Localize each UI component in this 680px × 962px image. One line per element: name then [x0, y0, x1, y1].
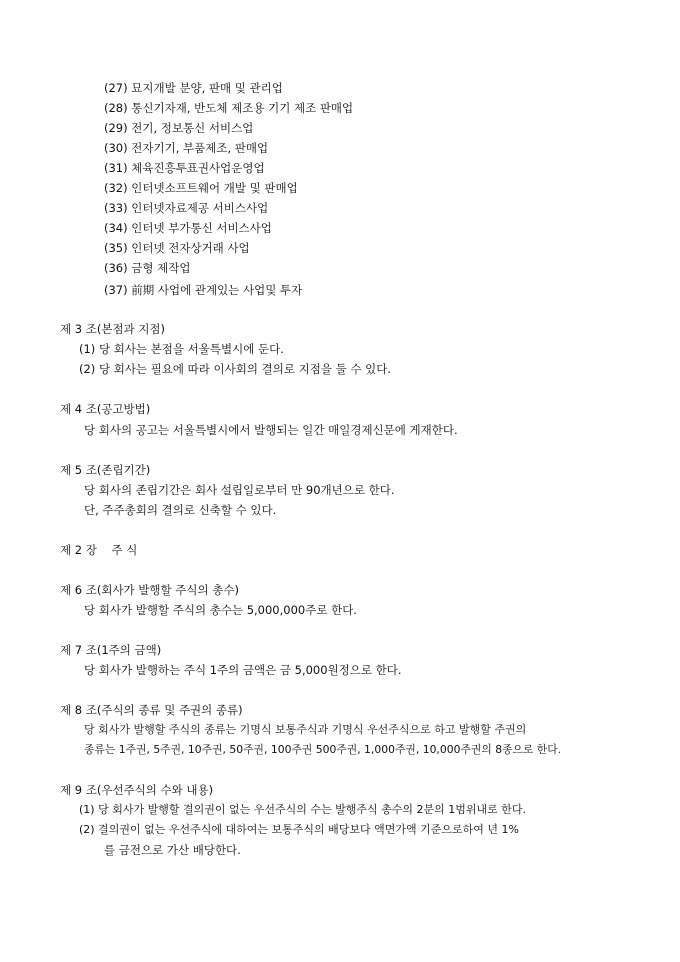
- article-9-title: 제 9 조(우선주식의 수와 내용): [60, 783, 214, 797]
- article-4-text: 당 회사의 공고는 서울특별시에서 발행되는 일간 매일경제신문에 게재한다.: [84, 423, 458, 437]
- article-7-text: 당 회사가 발행하는 주식 1주의 금액은 금 5,000원정으로 한다.: [84, 663, 402, 677]
- article-9-clause-2-cont: 를 금전으로 가산 배당한다.: [104, 843, 241, 857]
- article-5-title: 제 5 조(존립기간): [60, 463, 151, 477]
- business-item: (29) 전기, 정보통신 서비스업: [104, 121, 254, 135]
- article-8-line-2: 종류는 1주권, 5주권, 10주권, 50주권, 100주권 500주권, 1,000주권, 10,000주권의 8종으로 한다.: [84, 743, 562, 756]
- chapter-2-title: 제 2 장 주 식: [60, 543, 138, 557]
- article-3-title: 제 3 조(본점과 지점): [60, 322, 166, 336]
- business-item: (35) 인터넷 전자상거래 사업: [104, 241, 250, 255]
- business-item: (27) 묘지개발 분양, 판매 및 관리업: [104, 81, 283, 95]
- article-7-title: 제 7 조(1주의 금액): [60, 643, 162, 657]
- article-5-line-2: 단, 주주총회의 결의로 신축할 수 있다.: [84, 503, 277, 517]
- business-item: (31) 체육진흥투표권사업운영업: [104, 161, 265, 175]
- article-6-title: 제 6 조(회사가 발행할 주식의 총수): [60, 583, 239, 597]
- article-6-text: 당 회사가 발행할 주식의 총수는 5,000,000주로 한다.: [84, 603, 357, 617]
- business-item: (33) 인터넷자료제공 서비스사업: [104, 201, 269, 215]
- business-item: (28) 통신기자재, 반도체 제조용 기기 제조 판매업: [104, 101, 354, 115]
- article-8-title: 제 8 조(주식의 종류 및 주권의 종류): [60, 703, 243, 717]
- article-9-clause-2: (2) 결의권이 없는 우선주식에 대하여는 보통주식의 배당보다 액면가액 기준으로하여 년 1%: [79, 823, 519, 836]
- business-item: (32) 인터넷소프트웨어 개발 및 판매업: [104, 181, 298, 195]
- article-4-title: 제 4 조(공고방법): [60, 402, 151, 416]
- business-item: (34) 인터넷 부가통신 서비스사업: [104, 221, 272, 235]
- article-3-clause-1: (1) 당 회사는 본점을 서울특별시에 둔다.: [79, 342, 284, 356]
- article-5-line-1: 당 회사의 존립기간은 회사 설립일로부터 만 90개년으로 한다.: [84, 483, 395, 497]
- article-8-line-1: 당 회사가 발행할 주식의 종류는 기명식 보통주식과 기명식 우선주식으로 하고 발행할 주권의: [84, 723, 527, 736]
- business-item: (30) 전자기기, 부품제조, 판매업: [104, 141, 269, 155]
- article-3-clause-2: (2) 당 회사는 필요에 따라 이사회의 결의로 지점을 둘 수 있다.: [79, 362, 392, 376]
- business-item: (36) 금형 제작업: [104, 261, 191, 275]
- article-9-clause-1: (1) 당 회사가 발행할 결의권이 없는 우선주식의 수는 발행주식 총수의 2분의 1범위내로 한다.: [79, 803, 526, 816]
- business-item: (37) 前期 사업에 관계있는 사업및 투자: [104, 283, 303, 297]
